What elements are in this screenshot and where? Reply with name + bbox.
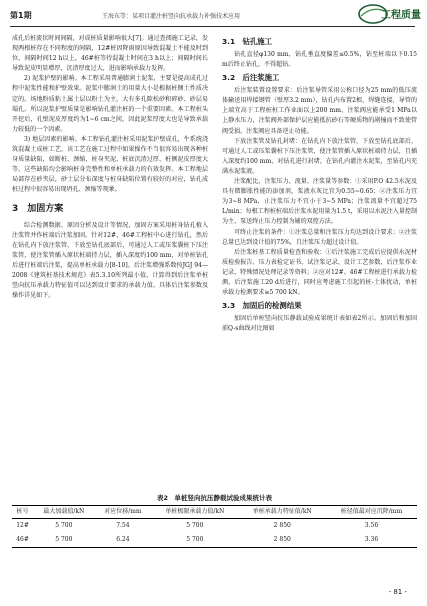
section-heading: 3 加固方案	[12, 203, 64, 214]
paragraph: 2) 泥浆护壁的影响。本工程采用普通膨润土泥浆，主要是提高成孔过程中泥浆性能和护壁效果。泥浆中膨润土的用量大小是根据桩侧土性质决定的。场地粉质粘土属土层以粉土为主，大有多孔隙松砂和碎砂、砂层易塌孔。所以泥浆护壁质量是影响钻孔灌注桩的一个重要因素。本工程桩头开挖后，孔壁泥皮厚度约为1~6 cm之间，因此泥浆厚度大也是导致承载力较低的一个因素。	[12, 75, 208, 133]
subsection-heading: 3.1 钻孔施工	[222, 37, 273, 46]
table-cell: 5 700	[55, 536, 73, 543]
issue-number: 第1期	[10, 11, 32, 20]
results-table	[12, 505, 417, 548]
table-cell: 7.54	[116, 522, 130, 529]
table-header-cell: 桩径值最对应沉降/mm	[340, 508, 403, 515]
paragraph: 注浆配比、注浆压力、流量、注浆量等参数：①采用P.O 42.5水泥及具有微膨胀性能的添加剂，浆液水灰比宜为0.55~0.65；②注浆压力宜为3~8 MPa，止注浆压力不宜小于3~5 MPa；注浆流量不宜超过75 L/min；每根工程桩桩端后注浆水泥用量为1.5 t，采用以水泥注入量控制为主、泵送终止压力控制为辅的双控方法。	[222, 178, 417, 226]
svg-text:工程质量: 工程质量	[381, 10, 421, 21]
table-row	[12, 533, 417, 548]
table-header-cell: 最大加载值/kN	[43, 508, 85, 515]
paragraph: 下放注浆管及钻孔封堵：在钻孔内下放注浆管，下放至钻孔底部后，可通过人工或压浆囊桩下压注浆管，使注浆管插入原状桩端持力层，且插入深度约100 mm，对钻孔进行封堵，在钻孔内灌注水泥浆，至钻孔内充满水泥浆液。	[222, 137, 417, 175]
paragraph: 成孔后桩流状时间间隔，对成桩质量影响很大[7]。通过查阅施工记录，发现两根桩存在不同程度的间隔，12#桩因降雨原因导致混凝土不能及时到位，间隔时间12 h以上，46#桩等待混凝土时间在3 h以上；间隔时间长导致泥皮明显增厚，沉渣厚度过大，进而影响承载力发挥。	[12, 35, 209, 73]
left-column	[12, 34, 208, 301]
table-cell: 12#	[16, 522, 29, 529]
right-column	[222, 34, 417, 334]
table-cell: 6.24	[116, 536, 130, 543]
page-number: - 81 -	[388, 588, 407, 596]
table-header-cell: 桩号	[16, 508, 29, 515]
table-cell: 2 850	[273, 536, 291, 543]
subsection-heading: 3.3 加固后的检测结果	[222, 301, 302, 311]
table-header-cell: 对应位移/mm	[104, 508, 142, 515]
paragraph: 后注浆桩基工程质量检查和验收：①后注浆施工完成后应提供水泥材质检验报告、压力表检定证书、试注浆记录、设计工艺参数、后注浆作业记录、特殊情况处理记录等资料；②应对12#、46#工程桩进行承载力检测，后注浆施工20 d后进行，同时应考虑施工引起的桩-土体扰动，单桩承载力检测要求≥5 700 kN。	[222, 248, 417, 297]
table-cell: 46#	[16, 536, 29, 543]
paragraph: 3) 地层因素的影响。本工程钻孔灌注桩采用泥浆护壁成孔，牛系统浇筑混凝土成桩工艺，该工艺在施工过程中如果操作不当很容易出现各种桩身质量缺陷，如断桩、颈缩、桩身夹泥、桩底沉渣过厚、桩侧泥皮厚度大等，这些缺陷均会影响桩身完整性和单桩承载力的有效发挥。本工程地层局部存在砂夹层，砂土层分布深度与桩身缺陷位置有较好的对应，钻孔成桩过程中很容易出现坍孔、颈缩等现象。	[12, 135, 208, 194]
table-caption: 表2 单桩竖向抗压静载试验成果统计表	[156, 494, 273, 502]
table-header-cell: 单桩承载力特征值/kN	[252, 508, 312, 515]
table-cell: 3.56	[364, 522, 379, 529]
table-cell: 5 700	[186, 522, 204, 529]
paragraph: 加固后单桩竖向抗压静载试验成果统计表如表2所示。加固后和加固前Q-s曲线对比图如	[222, 315, 417, 333]
table-cell: 2 850	[273, 522, 291, 529]
page-header	[10, 6, 421, 27]
table-row	[12, 519, 417, 534]
table-cell: 3.36	[364, 536, 379, 543]
paragraph: 综合检测数据、原因分析及设计等情况，加固方案采用桩身钻孔植入注浆管并作桩端后注浆加固。针对12#、46#工程桩中心进行钻孔，然后在钻孔内下放注浆管，下放至钻孔底部后，可通过人工或压浆囊桩下压注浆管，使注浆管插入原状桩端持力层，插入深度约100 mm，对单桩钻孔后进行桩端后注浆，提高单桩承载力[8-10]。后注浆增强系数按JGJ 94—2008《建筑桩基技术规范》表5.3.10所列最小值，计算得到后注浆单桩竖向抗压承载力特征值可以达到设计要求的承载力值。具体后注浆参数及操作详见如下。	[12, 221, 208, 300]
journal-logo	[357, 3, 421, 25]
table-header-row	[12, 506, 417, 519]
paragraph: 钻孔直径φ130 mm，钻孔垂直度偏差≤0.5%，钻至桩端以下0.15 m后终止钻孔，不得超钻。	[222, 51, 417, 69]
paragraph: 后注浆装置设置要求：后注浆导管采用公称口径为25 mm的低压流体输送用焊接钢管（壁厚3.2 mm），钻孔内布置2根，焊缝连接，导管的上端宜高于工程桩桩工作业面以上200 mm，注浆阀应能承受1 MPa以上静水压力，注浆阀外部保护层应能抵抗砂石等硬质物的剐撞而不致使管阀受损。注浆阀应具备逆止功能。	[222, 87, 417, 135]
paragraph: 可终止注浆的条件：①注浆总量和注浆压力均达到设计要求；②注浆总量已达到设计值的75%，且注浆压力超过设计值。	[222, 228, 417, 246]
table-cell: 5 700	[55, 522, 73, 529]
running-title: 王海东等：某项目灌注桩竖向抗承载力补强技术应用	[102, 13, 241, 20]
table-header-cell: 单桩极限承载力值/kN	[165, 508, 225, 515]
subsection-heading: 3.2 后注浆施工	[222, 73, 280, 83]
table-cell: 5 700	[186, 536, 204, 543]
results-table-section	[12, 493, 417, 548]
